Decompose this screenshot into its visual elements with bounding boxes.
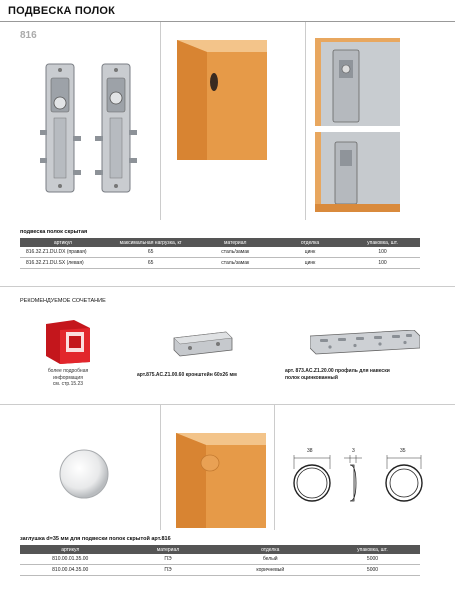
table-cell: 100 [345,258,420,269]
table-header-cell: отделка [275,238,345,247]
section-divider [0,404,455,405]
title-divider [0,21,455,22]
product-code: 816 [20,30,37,41]
table-cell: ПЭ [120,554,215,565]
photo-installation-bottom [315,132,400,212]
info-line: см. стр.15.23 [52,381,84,387]
table-header-cell: упаковка, шт. [345,238,420,247]
table-cell: белый [215,554,324,565]
spec-table-caps [20,545,420,576]
table-header-row [20,238,420,247]
table-header-cell: артикул [20,545,120,554]
table-cell: 5000 [325,565,420,576]
table-header-cell: материал [195,238,275,247]
profile-caption-line: полок оцинкованный [285,375,338,381]
table-cell: цинк [275,258,345,269]
dimension-38: 38 [307,448,313,454]
divider-vertical [160,405,161,530]
bracket-caption: арт.875.AC.Z1.00.60 кронштейн 60х26 мм [137,372,237,378]
divider-vertical [160,22,161,220]
recommend-heading: РЕКОМЕНДУЕМОЕ СОЧЕТАНИЕ [20,298,106,304]
info-line: информация [53,374,83,381]
table-header-cell: артикул [20,238,106,247]
profile-image [310,330,420,356]
spec-table-hangers [20,238,420,269]
table-cell: 65 [106,247,196,258]
technical-drawing [288,445,428,515]
table-header-cell: материал [120,545,215,554]
table-cell: сталь/замак [195,247,275,258]
table-cell: ПЭ [120,565,215,576]
dimension-35: 35 [400,448,406,454]
section-title-hangers: подвеска полок скрытая [20,229,88,235]
table-row [20,247,420,258]
table-cell: цинк [275,247,345,258]
table-header-cell: упаковка, шт. [325,545,420,554]
table-row [20,258,420,269]
dimension-3: 3 [352,448,355,454]
table-row [20,554,420,565]
table-cell: 816.32.Z1.DU.DX (правая) [20,247,106,258]
cap-image [58,448,110,500]
table-cell: 810.00.01.35.00 [20,554,120,565]
table-cell: 65 [106,258,196,269]
table-row [20,565,420,576]
divider-vertical [274,405,275,530]
table-cell: сталь/замак [195,258,275,269]
info-line: более подробная [47,368,89,374]
table-cell: 810.00.04.35.00 [20,565,120,576]
red-catalog-icon [40,318,96,366]
divider-vertical [305,22,306,220]
product-image-hangers [38,58,148,198]
table-cell: 5000 [325,554,420,565]
photo-wood-corner [177,40,267,160]
table-header-cell: отделка [215,545,324,554]
bracket-image [172,328,234,358]
section-divider [0,286,455,287]
photo-installation-top [315,38,400,126]
info-reference [28,368,108,388]
table-cell: 100 [345,247,420,258]
profile-caption [285,368,435,382]
table-header-row [20,545,420,554]
photo-wood-cap [176,433,266,528]
table-header-cell: максимальная нагрузка, кг [106,238,196,247]
section-title-caps: заглушка d=35 мм для подвески полок скрытой арт.816 [20,536,171,542]
page-title: ПОДВЕСКА ПОЛОК [8,5,116,17]
table-cell: коричневый [215,565,324,576]
profile-caption-line: арт. 873.AC.Z1.20.00 профиль для навески [285,368,390,374]
table-cell: 816.32.Z1.DU.SX (левая) [20,258,106,269]
